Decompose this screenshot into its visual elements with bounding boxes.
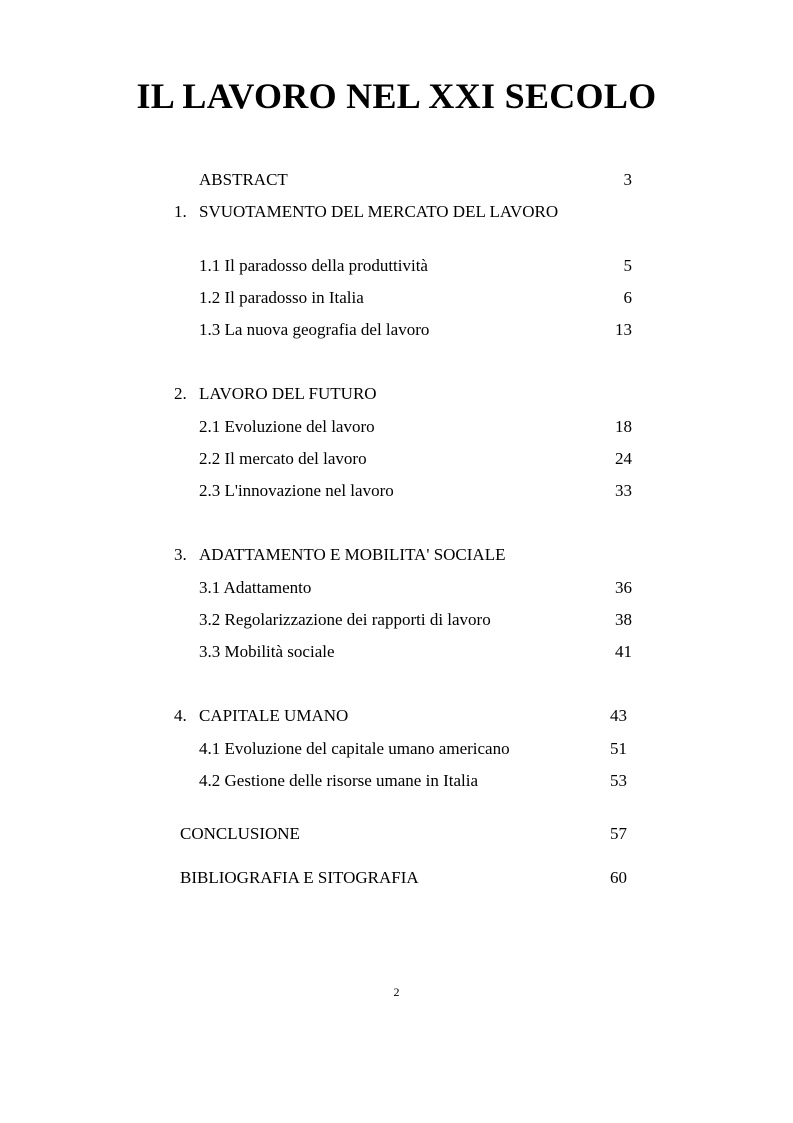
toc-page-number: 6	[623, 288, 632, 307]
toc-page-number: 51	[610, 739, 627, 758]
toc-label: 1.3 La nuova geografia del lavoro	[199, 320, 430, 339]
toc-chapter-3[interactable]	[0, 544, 793, 566]
toc-label: 3.1 Adattamento	[199, 578, 312, 597]
toc-page-number: 3	[623, 170, 632, 189]
toc-entry-2-3[interactable]	[0, 480, 793, 502]
toc-chapter-2[interactable]	[0, 383, 793, 405]
toc-label: CONCLUSIONE	[180, 824, 300, 843]
toc-label: CAPITALE UMANO	[199, 706, 349, 725]
toc-page-number: 18	[615, 417, 632, 436]
toc-bibliography[interactable]	[0, 867, 793, 889]
toc-page-number: 43	[610, 706, 627, 725]
toc-entry-2-2[interactable]	[0, 448, 793, 470]
toc-page-number: 38	[615, 610, 632, 629]
page-number-footer: 2	[393, 985, 400, 999]
toc-entry-1-3[interactable]	[0, 319, 793, 341]
toc-entry-3-3[interactable]	[0, 641, 793, 663]
toc-abstract[interactable]	[0, 169, 793, 191]
toc-page-number: 41	[615, 642, 632, 661]
toc-label: 1.2 Il paradosso in Italia	[199, 288, 364, 307]
toc-label: 2.2 Il mercato del lavoro	[199, 449, 367, 468]
toc-chapter-number: 3.	[174, 545, 187, 564]
toc-label: ADATTAMENTO E MOBILITA' SOCIALE	[199, 545, 506, 564]
toc-page-number: 53	[610, 771, 627, 790]
toc-chapter-1[interactable]	[0, 201, 793, 223]
toc-entry-4-1[interactable]	[0, 738, 793, 760]
toc-label: 2.3 L'innovazione nel lavoro	[199, 481, 394, 500]
toc-page-number: 36	[615, 578, 632, 597]
toc-chapter-number: 2.	[174, 384, 187, 403]
toc-entry-3-2[interactable]	[0, 609, 793, 631]
toc-label: ABSTRACT	[199, 170, 288, 189]
toc-page-number: 60	[610, 868, 627, 887]
toc-entry-1-2[interactable]	[0, 287, 793, 309]
toc-page-number: 33	[615, 481, 632, 500]
toc-chapter-number: 4.	[174, 706, 187, 725]
toc-label: 4.2 Gestione delle risorse umane in Italia	[199, 771, 478, 790]
toc-chapter-4[interactable]	[0, 705, 793, 727]
toc-label: 4.1 Evoluzione del capitale umano americano	[199, 739, 510, 758]
toc-label: 1.1 Il paradosso della produttività	[199, 256, 428, 275]
toc-entry-1-1[interactable]	[0, 255, 793, 277]
page-title: IL LAVORO NEL XXI SECOLO	[136, 76, 657, 116]
toc-page-number: 57	[610, 824, 627, 843]
toc-label: 3.2 Regolarizzazione dei rapporti di lavoro	[199, 610, 491, 629]
toc-page-number: 24	[615, 449, 632, 468]
toc-label: 3.3 Mobilità sociale	[199, 642, 335, 661]
toc-entry-4-2[interactable]	[0, 770, 793, 792]
toc-page-number: 13	[615, 320, 632, 339]
toc-label: SVUOTAMENTO DEL MERCATO DEL LAVORO	[199, 202, 559, 221]
toc-label: LAVORO DEL FUTURO	[199, 384, 377, 403]
toc-label: 2.1 Evoluzione del lavoro	[199, 417, 375, 436]
toc-chapter-number: 1.	[174, 202, 187, 221]
toc-page-number: 5	[623, 256, 632, 275]
toc-label: BIBLIOGRAFIA E SITOGRAFIA	[180, 868, 419, 887]
toc-entry-3-1[interactable]	[0, 577, 793, 599]
toc-conclusion[interactable]	[0, 823, 793, 845]
toc-entry-2-1[interactable]	[0, 416, 793, 438]
